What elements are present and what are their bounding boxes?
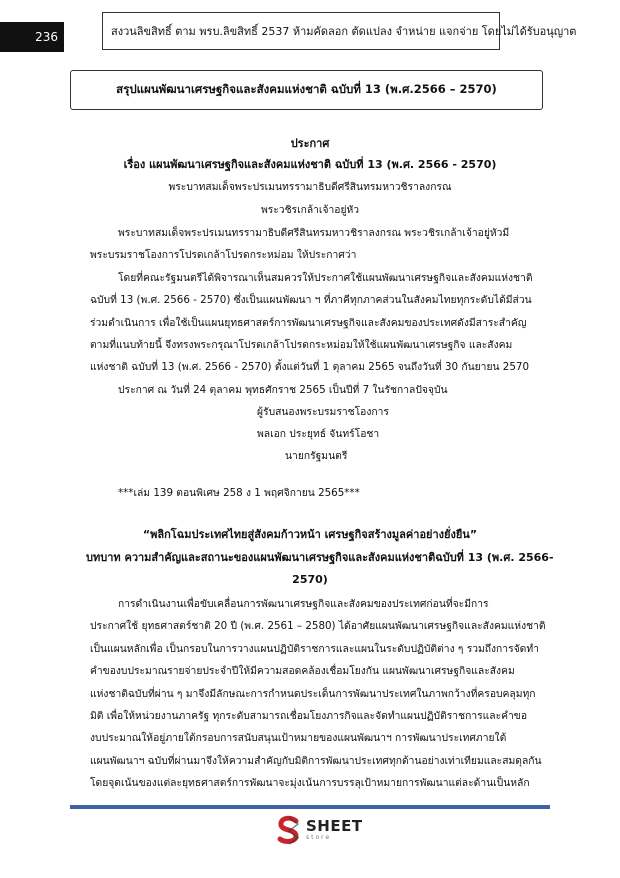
body-line: มิติ เพื่อให้หน่วยงานภาครัฐ ทุกระดับสามารถเชื่อมโยงภารกิจและจัดทำแผนปฏิบัติราชการและคำขอ [90,710,527,722]
gazette-reference: ***เล่ม 139 ตอนพิเศษ 258 ง 1 พฤศจิกายน 2565*** [118,487,360,499]
paragraph-line: ฉบับที่ 13 (พ.ศ. 2566 - 2570) ซึ่งเป็นแผนพัฒนา ฯ ที่ภาคีทุกภาคส่วนในสังคมไทยทุกระดับได้มีส่วน [90,294,532,306]
logo-name: SHEET [306,817,363,835]
paragraph-line: พระบรมราชโองการโปรดเกล้าโปรดกระหม่อม ให้ประกาศว่า [90,249,357,261]
signatory-position: นายกรัฐมนตรี [285,450,348,462]
announcement-date: ประกาศ ณ วันที่ 24 ตุลาคม พุทธศักราช 2565 เป็นปีที่ 7 ในรัชกาลปัจจุบัน [118,384,448,396]
paragraph-line: ร่วมดำเนินการ เพื่อใช้เป็นแผนยุทธศาสตร์การพัฒนาเศรษฐกิจและสังคมของประเทศดังมีสาระสำคัญ [90,317,527,329]
body-line: ประกาศใช้ ยุทธศาสตร์ชาติ 20 ปี (พ.ศ. 2561 – 2580) ได้อาศัยแผนพัฒนาเศรษฐกิจและสังคมแห่งชาติ [90,620,546,632]
logo-sub: store [306,834,332,841]
paragraph-line: ตามที่แนบท้ายนี้ จึงทรงพระกรุณาโปรดเกล้าโปรดกระหม่อมให้ใช้แผนพัฒนาเศรษฐกิจ และสังคม [90,339,513,351]
signatory-name: พลเอก ประยุทธ์ จันทร์โอชา [257,428,380,440]
paragraph-line: แห่งชาติ ฉบับที่ 13 (พ.ศ. 2566 - 2570) ตั้งแต่วันที่ 1 ตุลาคม 2565 จนถึงวันที่ 30 กันยายน 2570 [90,361,530,373]
announcement-title: ประกาศ [290,137,330,150]
king-title-line-1: พระบาทสมเด็จพระปรเมนทรรามาธิบดีศรีสินทรมหาวชิราลงกรณ [168,181,452,193]
body-line: การดำเนินงานเพื่อขับเคลื่อนการพัฒนาเศรษฐกิจและสังคมของประเทศก่อนที่จะมีการ [118,598,489,610]
body-line: เป็นแผนหลักเพื่อ เป็นกรอบในการวางแผนปฏิบัติราชการและแผนในระดับปฏิบัติต่าง ๆ รวมถึงการจัดทำ [90,643,539,655]
announcement-subject: เรื่อง แผนพัฒนาเศรษฐกิจและสังคมแห่งชาติ ฉบับที่ 13 (พ.ศ. 2566 - 2570) [123,158,497,171]
king-title-line-2: พระวชิรเกล้าเจ้าอยู่หัว [260,204,360,216]
body-line: แห่งชาติฉบับที่ผ่าน ๆ มาจึงมีลักษณะการกำหนดประเด็นการพัฒนาประเทศในภาพกว้างที่ครอบคลุมทุก [90,688,536,700]
slogan-heading: “พลิกโฉมประเทศไทยสู่สังคมก้าวหน้า เศรษฐกิจสร้างมูลค่าอย่างยั่งยืน” [142,528,478,541]
footer-rule [70,805,550,809]
summary-title-box [70,70,543,110]
paragraph-line: โดยที่คณะรัฐมนตรีได้พิจารณาเห็นสมควรให้ประกาศใช้แผนพัฒนาเศรษฐกิจและสังคมแห่งชาติ [118,272,533,284]
copyright-notice: สงวนลิขสิทธิ์ ตาม พรบ.ลิขสิทธิ์ 2537 ห้ามคัดลอก ตัดแปลง จำหน่าย แจกจ่าย โดยไม่ได้รับอนุญาต [102,12,500,50]
chapter-heading-line-1: บทบาท ความสำคัญและสถานะของแผนพัฒนาเศรษฐกิจและสังคมแห่งชาติฉบับที่ 13 (พ.ศ. 2566- [86,551,554,564]
paragraph-line: พระบาทสมเด็จพระปรเมนทรรามาธิบดีศรีสินทรมหาวชิราลงกรณ พระวชิรเกล้าเจ้าอยู่หัวมี [118,227,510,239]
body-line: โดยจุดเน้นของแต่ละยุทธศาสตร์การพัฒนาจะมุ่งเน้นการบรรลุเป้าหมายการพัฒนาแต่ละด้านเป็นหลัก [90,777,530,789]
summary-title: สรุปแผนพัฒนาเศรษฐกิจและสังคมแห่งชาติ ฉบับที่ 13 (พ.ศ.2566 – 2570) [116,82,497,96]
sheet-store-logo [276,813,363,847]
page-number: 236 [0,22,64,52]
chapter-heading-line-2: 2570) [292,573,328,586]
countersign-label: ผู้รับสนองพระบรมราชโองการ [257,406,389,418]
body-line: งบประมาณให้อยู่ภายใต้กรอบการสนับสนุนเป้าหมายของแผนพัฒนาฯ การพัฒนาประเทศภายใต้ [90,732,507,744]
body-line: คำของบประมาณรายจ่ายประจำปีให้มีความสอดคล้องเชื่อมโยงกัน แผนพัฒนาเศรษฐกิจและสังคม [90,665,515,677]
body-line: แผนพัฒนาฯ ฉบับที่ผ่านมาจึงให้ความสำคัญกับมิติการพัฒนาประเทศทุกด้านอย่างเท่าเทียมและสมดุลกัน [90,755,542,767]
sheet-s-logo-icon [276,815,302,845]
